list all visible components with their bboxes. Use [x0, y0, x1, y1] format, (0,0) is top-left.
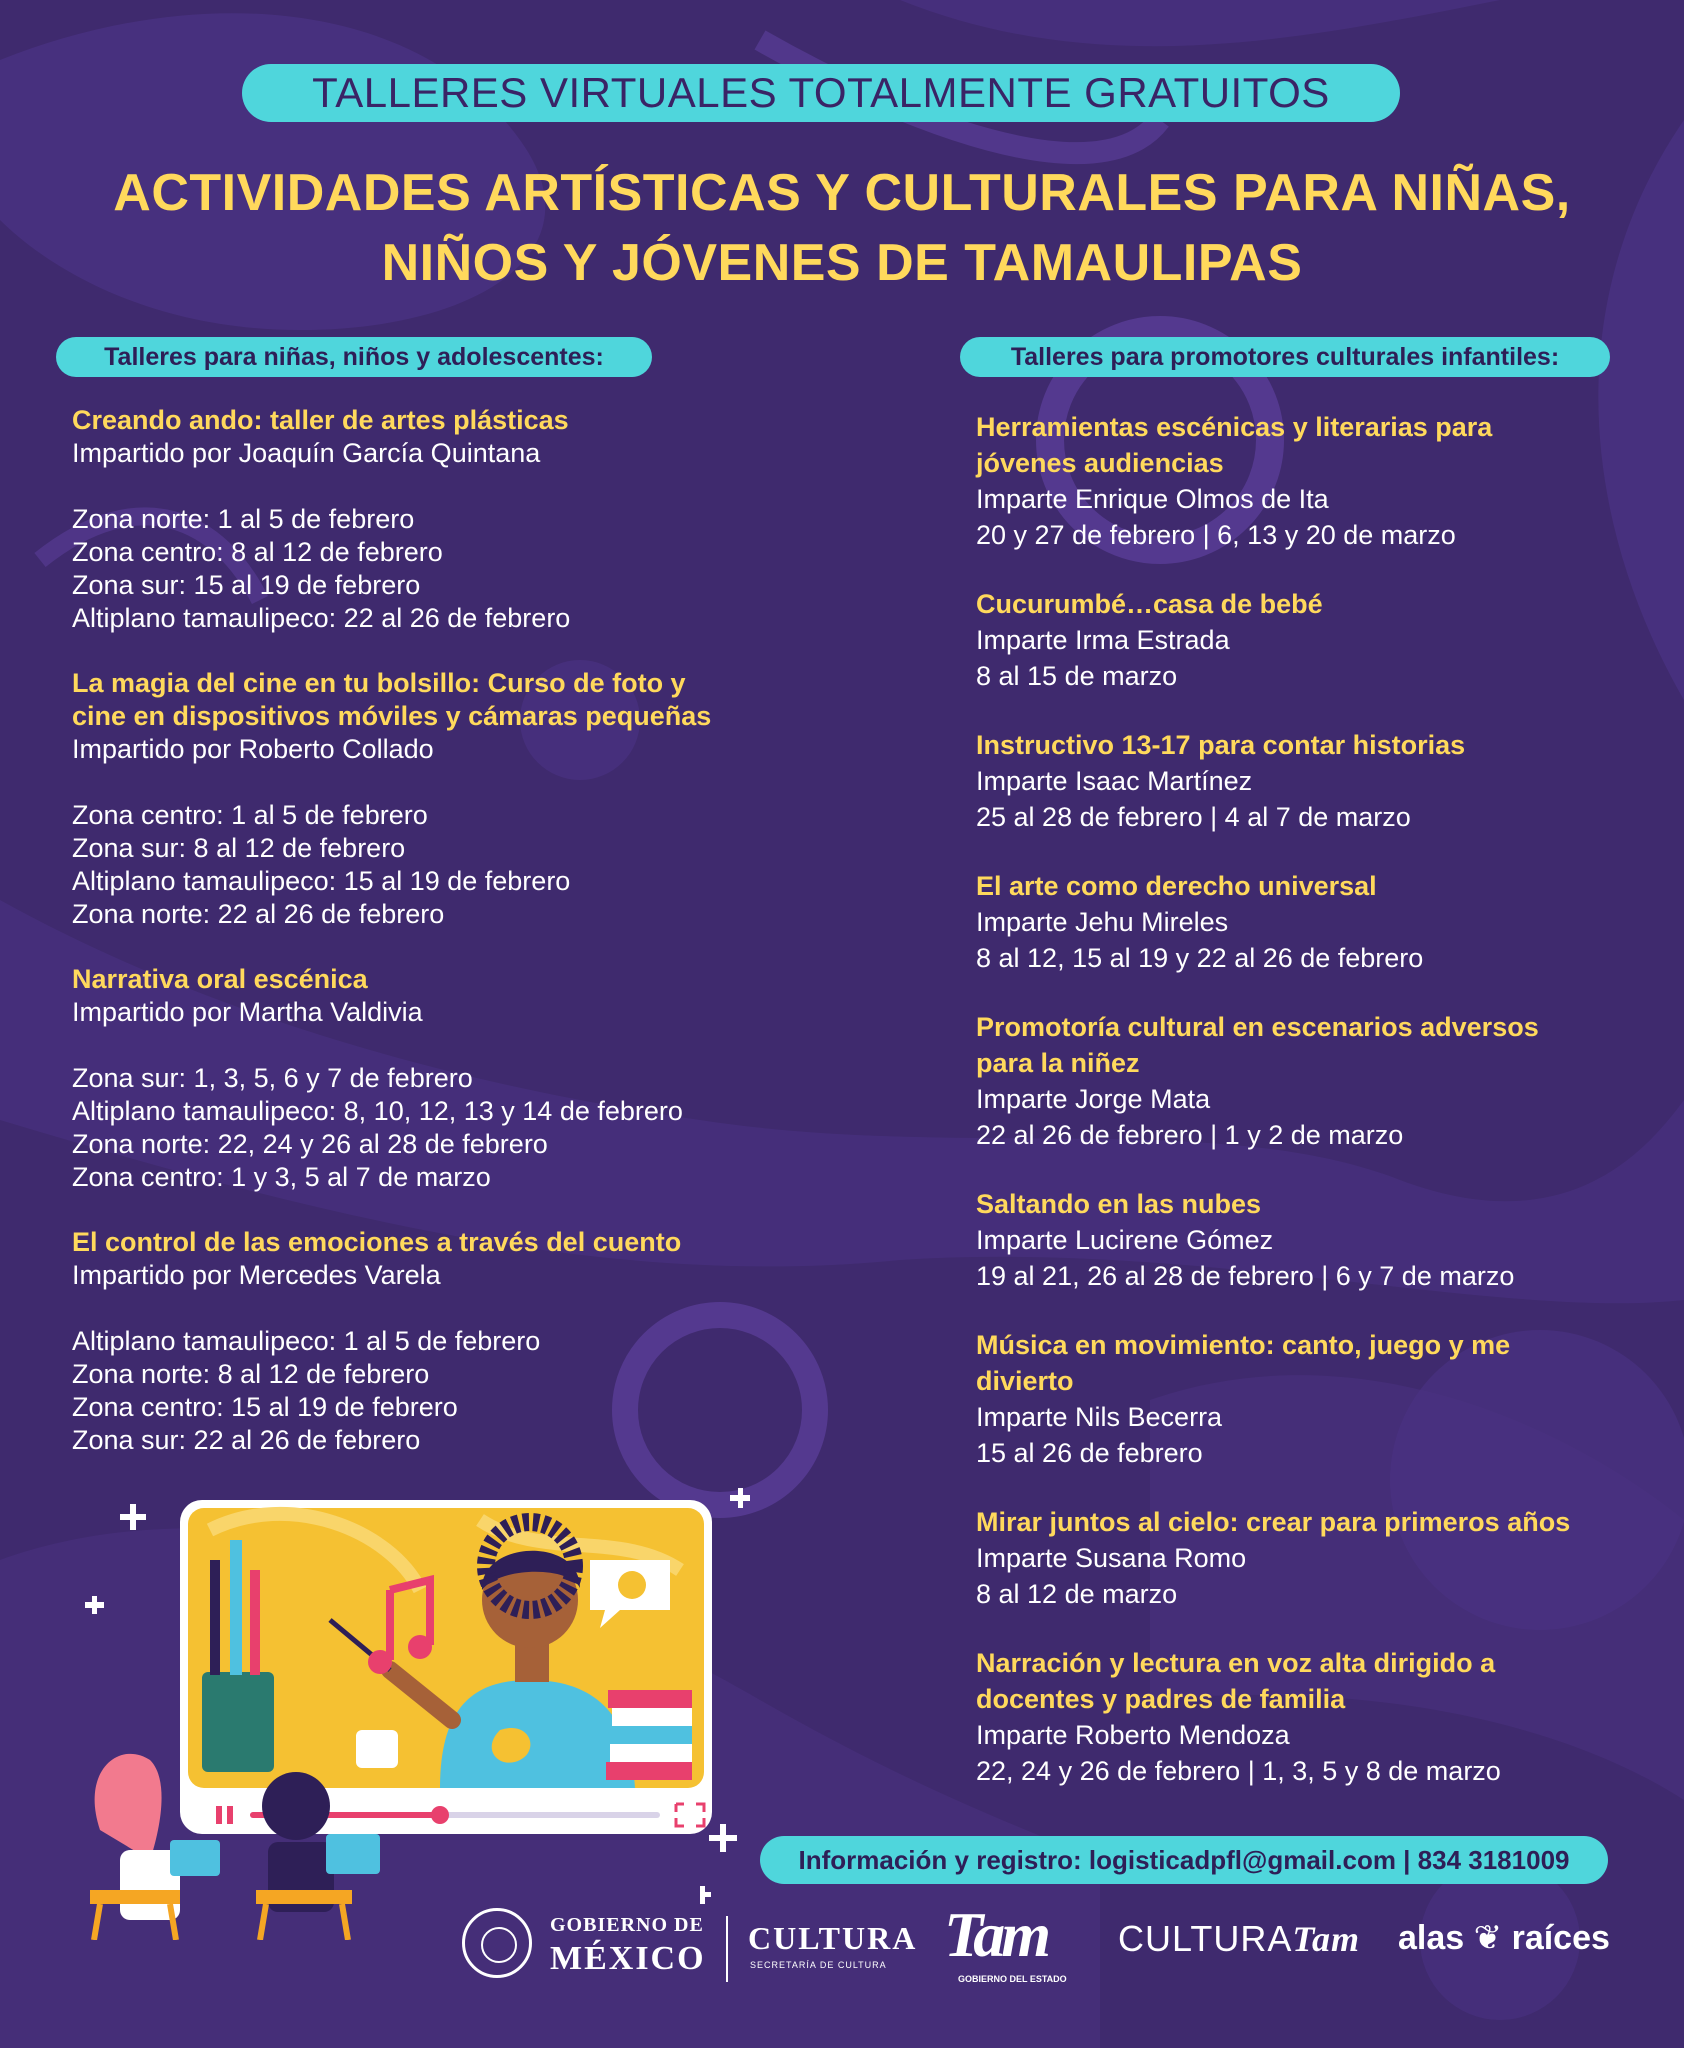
- workshop-dates: 22, 24 y 26 de febrero | 1, 3, 5 y 8 de marzo: [976, 1756, 1501, 1786]
- workshop-dates: 20 y 27 de febrero | 6, 13 y 20 de marzo: [976, 520, 1456, 550]
- zone-date: Zona centro: 8 al 12 de febrero: [72, 537, 443, 567]
- workshop-instructor: Imparte Roberto Mendoza: [976, 1720, 1290, 1750]
- section-heading-children: Talleres para niñas, niños y adolescentes:: [56, 337, 652, 377]
- workshop-item: [72, 404, 772, 635]
- workshop-item: [976, 1645, 1646, 1789]
- workshop-dates: 22 al 26 de febrero | 1 y 2 de marzo: [976, 1120, 1404, 1150]
- books-stack-icon: [606, 1690, 692, 1780]
- zone-date: Zona centro: 15 al 19 de febrero: [72, 1392, 458, 1422]
- online-class-illustration: [60, 1470, 760, 1940]
- workshop-title: divierto: [976, 1366, 1074, 1396]
- workshop-title: El arte como derecho universal: [976, 871, 1377, 901]
- zone-date: Zona sur: 1, 3, 5, 6 y 7 de febrero: [72, 1063, 473, 1093]
- alas-y-raices-logo: alas ❦ raíces: [1398, 1919, 1610, 1957]
- workshop-dates: 15 al 26 de febrero: [976, 1438, 1203, 1468]
- tam-logo: Tam: [944, 1899, 1047, 1970]
- workshop-instructor: Impartido por Martha Valdivia: [72, 997, 423, 1027]
- workshop-title: Música en movimiento: canto, juego y me: [976, 1330, 1511, 1360]
- workshop-instructor: Imparte Jehu Mireles: [976, 907, 1229, 937]
- workshop-dates: 19 al 21, 26 al 28 de febrero | 6 y 7 de marzo: [976, 1261, 1515, 1291]
- workshop-instructor: Impartido por Mercedes Varela: [72, 1260, 441, 1290]
- zone-date: Altiplano tamaulipeco: 8, 10, 12, 13 y 14 de febrero: [72, 1096, 683, 1126]
- workshop-title: El control de las emociones a través del cuento: [72, 1227, 682, 1257]
- zone-date: Zona sur: 22 al 26 de febrero: [72, 1425, 421, 1455]
- tam-logo-subtitle: GOBIERNO DEL ESTADO: [958, 1974, 1067, 1984]
- workshop-title: Creando ando: taller de artes plásticas: [72, 405, 569, 435]
- contact-info-pill: Información y registro: logisticadpfl@gmail.com | 834 3181009: [760, 1836, 1608, 1884]
- cultura-logo: CULTURA: [748, 1920, 918, 1956]
- workshop-instructor: Imparte Irma Estrada: [976, 625, 1230, 655]
- workshop-title: Cucurumbé…casa de bebé: [976, 589, 1323, 619]
- like-icon: [356, 1730, 398, 1768]
- workshop-title: Narrativa oral escénica: [72, 964, 368, 994]
- workshop-item: [72, 963, 772, 1194]
- workshop-dates: [72, 799, 772, 931]
- workshop-instructor: Impartido por Joaquín García Quintana: [72, 438, 541, 468]
- cultura-logo-subtitle: SECRETARÍA DE CULTURA: [750, 1960, 887, 1970]
- workshop-item: [976, 727, 1646, 835]
- zone-date: Zona norte: 22, 24 y 26 al 28 de febrero: [72, 1129, 548, 1159]
- children-workshop-list: [72, 404, 772, 1489]
- workshop-title: cine en dispositivos móviles y cámaras pequeñas: [72, 701, 712, 731]
- workshop-title: Mirar juntos al cielo: crear para primeros años: [976, 1507, 1571, 1537]
- workshop-item: [976, 1504, 1646, 1612]
- workshop-item: [976, 868, 1646, 976]
- workshop-item: [976, 409, 1646, 553]
- workshop-title: docentes y padres de familia: [976, 1684, 1346, 1714]
- workshop-title: La magia del cine en tu bolsillo: Curso de foto y: [72, 668, 686, 698]
- progress-handle[interactable]: [431, 1806, 449, 1824]
- workshop-title: Instructivo 13-17 para contar historias: [976, 730, 1466, 760]
- seal-icon: [462, 1908, 532, 1978]
- workshop-item: [72, 667, 772, 931]
- workshop-dates: 25 al 28 de febrero | 4 al 7 de marzo: [976, 802, 1411, 832]
- title-line-1: ACTIVIDADES ARTÍSTICAS Y CULTURALES PARA NIÑAS,: [113, 164, 1571, 222]
- zone-date: Zona sur: 15 al 19 de febrero: [72, 570, 421, 600]
- bird-icon: ❦: [1473, 1919, 1503, 1957]
- cultura-tam-logo: CULTURATam: [1118, 1918, 1361, 1959]
- workshop-instructor: Imparte Jorge Mata: [976, 1084, 1211, 1114]
- zone-date: Zona centro: 1 al 5 de febrero: [72, 800, 428, 830]
- zone-date: Altiplano tamaulipeco: 15 al 19 de febrero: [72, 866, 571, 896]
- workshop-dates: [72, 1062, 772, 1194]
- workshop-item: [976, 1009, 1646, 1153]
- workshop-dates: 8 al 15 de marzo: [976, 661, 1178, 691]
- page-title: [40, 158, 1644, 298]
- workshop-instructor: Imparte Lucirene Gómez: [976, 1225, 1274, 1255]
- workshop-instructor: Imparte Susana Romo: [976, 1543, 1247, 1573]
- section-heading-promoters: Talleres para promotores culturales infantiles:: [960, 337, 1610, 377]
- pause-icon[interactable]: [216, 1806, 222, 1824]
- zone-date: Zona norte: 1 al 5 de febrero: [72, 504, 415, 534]
- workshop-item: [72, 1226, 772, 1457]
- zone-date: Altiplano tamaulipeco: 1 al 5 de febrero: [72, 1326, 541, 1356]
- workshop-item: [976, 1327, 1646, 1471]
- workshop-item: [976, 1186, 1646, 1294]
- title-line-2: NIÑOS Y JÓVENES DE TAMAULIPAS: [381, 234, 1303, 292]
- workshop-title: Herramientas escénicas y literarias para: [976, 412, 1493, 442]
- zone-date: Zona centro: 1 y 3, 5 al 7 de marzo: [72, 1162, 491, 1192]
- workshop-instructor: Impartido por Roberto Collado: [72, 734, 434, 764]
- workshop-title: Promotoría cultural en escenarios adversos: [976, 1012, 1539, 1042]
- workshop-dates: [72, 1325, 772, 1457]
- zone-date: Zona sur: 8 al 12 de febrero: [72, 833, 406, 863]
- workshop-dates: 8 al 12, 15 al 19 y 22 al 26 de febrero: [976, 943, 1424, 973]
- zone-date: Altiplano tamaulipeco: 22 al 26 de febrero: [72, 603, 571, 633]
- workshop-item: [976, 586, 1646, 694]
- workshop-instructor: Imparte Enrique Olmos de Ita: [976, 484, 1329, 514]
- workshop-instructor: Imparte Nils Becerra: [976, 1402, 1223, 1432]
- workshop-title: para la niñez: [976, 1048, 1140, 1078]
- workshop-title: Narración y lectura en voz alta dirigido a: [976, 1648, 1496, 1678]
- workshop-dates: 8 al 12 de marzo: [976, 1579, 1178, 1609]
- workshop-dates: [72, 503, 772, 635]
- zone-date: Zona norte: 8 al 12 de febrero: [72, 1359, 430, 1389]
- banner-free-virtual-workshops: TALLERES VIRTUALES TOTALMENTE GRATUITOS: [242, 64, 1400, 122]
- promoters-workshop-list: [976, 409, 1646, 1822]
- workshop-instructor: Imparte Isaac Martínez: [976, 766, 1253, 796]
- workshop-title: jóvenes audiencias: [976, 448, 1224, 478]
- logo-divider: [726, 1916, 728, 1982]
- sponsor-logos: GOBIERNO DE MÉXICO CULTURA SECRETARÍA DE CULTURA Tam GOBIERNO DEL ESTADO CULTURATam alas ❦ raíces: [462, 1896, 1662, 2016]
- workshop-title: Saltando en las nubes: [976, 1189, 1262, 1219]
- zone-date: Zona norte: 22 al 26 de febrero: [72, 899, 445, 929]
